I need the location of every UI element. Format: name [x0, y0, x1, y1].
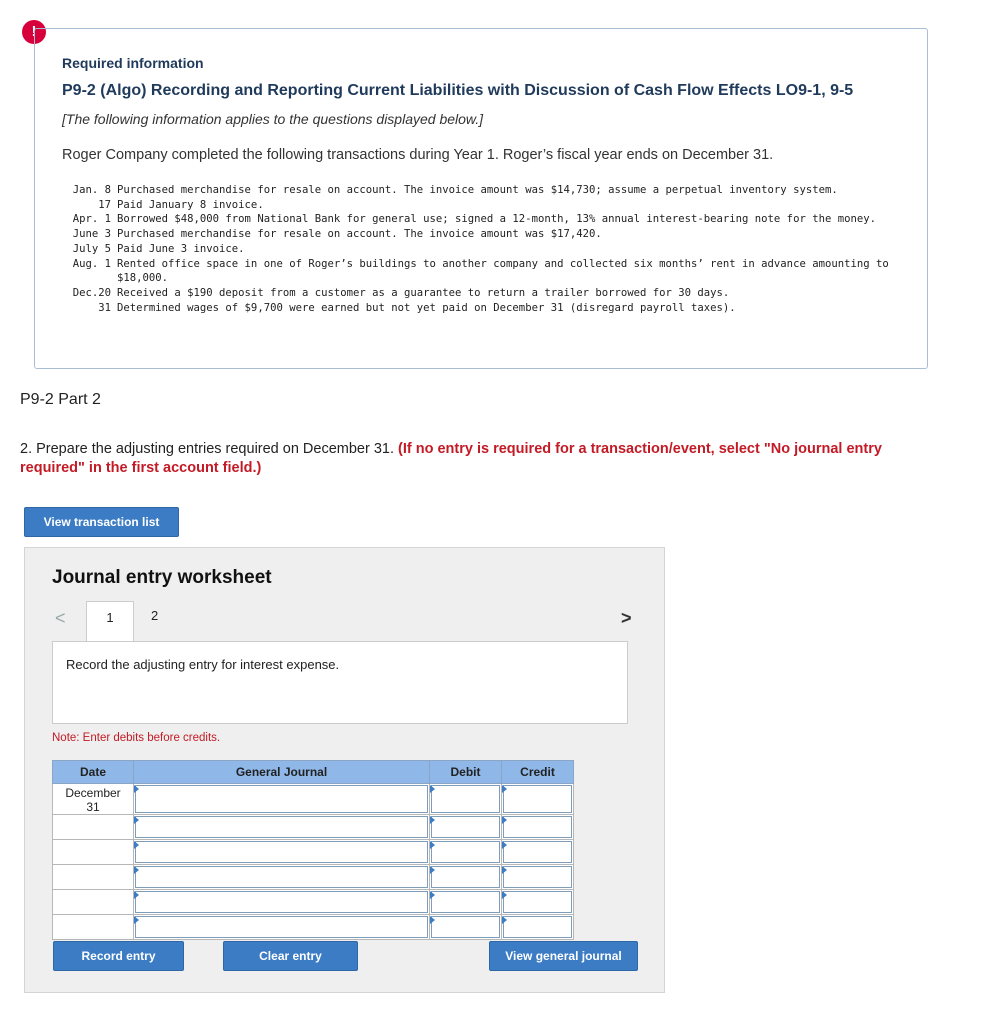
table-row — [53, 784, 574, 815]
transaction-row — [62, 257, 897, 286]
transaction-date: June 3 — [72, 228, 111, 241]
dropdown-marker-icon — [502, 841, 507, 849]
credit-input[interactable] — [503, 816, 572, 838]
dropdown-marker-icon — [134, 841, 139, 849]
transaction-date: July 5 — [72, 242, 111, 255]
credit-input[interactable] — [503, 891, 572, 913]
account-input[interactable] — [135, 891, 428, 913]
debit-cell[interactable] — [430, 865, 502, 890]
dropdown-marker-icon — [134, 866, 139, 874]
transaction-text: Paid June 3 invoice. — [117, 242, 245, 255]
credit-input[interactable] — [503, 841, 572, 863]
transaction-date: Aug. 1 — [72, 257, 111, 270]
exclamation-icon: ! — [22, 20, 46, 44]
required-info-title: Required information — [62, 55, 204, 71]
transaction-date: Apr. 1 — [72, 213, 111, 226]
account-cell[interactable] — [134, 840, 430, 865]
debit-input[interactable] — [431, 841, 500, 863]
credit-input[interactable] — [503, 785, 572, 813]
debit-input[interactable] — [431, 866, 500, 888]
transaction-date: Jan. 8 — [72, 184, 111, 196]
transaction-row — [62, 198, 897, 213]
account-input[interactable] — [135, 816, 428, 838]
debit-cell[interactable] — [430, 815, 502, 840]
transaction-date: Dec.20 — [72, 286, 111, 299]
transaction-row — [62, 286, 897, 301]
credit-cell[interactable] — [502, 865, 574, 890]
date-day: 31 — [86, 800, 100, 814]
part-title: P9-2 Part 2 — [20, 391, 101, 408]
dropdown-marker-icon — [134, 785, 139, 793]
dropdown-marker-icon — [502, 785, 507, 793]
account-cell[interactable] — [134, 865, 430, 890]
journal-entry-worksheet — [24, 547, 665, 993]
table-row — [53, 840, 574, 865]
date-cell — [53, 815, 134, 840]
debit-cell[interactable] — [430, 784, 502, 815]
tab-2[interactable]: 2 — [151, 608, 159, 623]
transaction-text: Purchased merchandise for resale on account. The invoice amount was $17,420. — [117, 228, 602, 241]
date-cell — [53, 840, 134, 865]
journal-table — [52, 760, 574, 940]
date-cell — [53, 890, 134, 915]
table-row — [53, 815, 574, 840]
question-instruction: (If no entry is required for a transaction/event, select "No journal entry required" in the first account field.) — [20, 441, 882, 476]
dropdown-marker-icon — [430, 866, 435, 874]
instruction-box — [52, 641, 628, 724]
date-header: Date — [53, 761, 134, 784]
dropdown-marker-icon — [502, 866, 507, 874]
dropdown-marker-icon — [430, 916, 435, 924]
worksheet-title: Journal entry worksheet — [52, 567, 272, 588]
credit-cell[interactable] — [502, 784, 574, 815]
dropdown-marker-icon — [430, 891, 435, 899]
applies-note: [The following information applies to the questions displayed below.] — [62, 111, 484, 127]
debit-cell[interactable] — [430, 840, 502, 865]
intro-text: Roger Company completed the following transactions during Year 1. Roger’s fiscal year ends on December 31. — [62, 147, 774, 163]
account-input[interactable] — [135, 916, 428, 938]
debit-cell[interactable] — [430, 890, 502, 915]
debit-input[interactable] — [431, 891, 500, 913]
transaction-text: Purchased merchandise for resale on account. The invoice amount was $14,730; assume a perpetual inventory system. — [117, 184, 838, 196]
account-cell[interactable] — [134, 915, 430, 940]
account-input[interactable] — [135, 785, 428, 813]
account-cell[interactable] — [134, 784, 430, 815]
debits-note: Note: Enter debits before credits. — [52, 732, 221, 744]
record-entry-button[interactable]: Record entry — [53, 941, 184, 971]
credit-input[interactable] — [503, 866, 572, 888]
dropdown-marker-icon — [502, 816, 507, 824]
required-information-panel — [34, 28, 928, 369]
date-cell — [53, 865, 134, 890]
instruction-text: Record the adjusting entry for interest expense. — [66, 657, 340, 672]
question-text — [20, 440, 920, 478]
credit-cell[interactable] — [502, 840, 574, 865]
credit-header: Credit — [502, 761, 574, 784]
table-row — [53, 890, 574, 915]
tab-1[interactable]: 1 — [86, 601, 134, 641]
view-general-journal-button[interactable]: View general journal — [489, 941, 638, 971]
debit-input[interactable] — [431, 916, 500, 938]
transaction-row — [62, 301, 897, 316]
dropdown-marker-icon — [502, 891, 507, 899]
debit-input[interactable] — [431, 816, 500, 838]
account-cell[interactable] — [134, 815, 430, 840]
problem-title: P9-2 (Algo) Recording and Reporting Current Liabilities with Discussion of Cash Flow Effects LO9-1, 9-5 — [62, 82, 854, 99]
dropdown-marker-icon — [430, 785, 435, 793]
dropdown-marker-icon — [134, 891, 139, 899]
transaction-row — [62, 227, 897, 242]
table-row — [53, 915, 574, 940]
general-journal-header: General Journal — [134, 761, 430, 784]
question-prompt: 2. Prepare the adjusting entries required on December 31. — [20, 441, 399, 457]
transaction-text: Determined wages of $9,700 were earned but not yet paid on December 31 (disregard payroll taxes). — [117, 301, 736, 314]
transaction-row — [62, 212, 897, 227]
transaction-row — [62, 242, 897, 257]
account-input[interactable] — [135, 866, 428, 888]
view-transaction-list-button[interactable]: View transaction list — [24, 507, 179, 537]
dropdown-marker-icon — [134, 816, 139, 824]
debit-cell[interactable] — [430, 915, 502, 940]
chevron-right-icon[interactable]: > — [621, 608, 632, 628]
transaction-row — [62, 183, 897, 198]
date-cell — [53, 915, 134, 940]
chevron-left-icon[interactable]: < — [55, 608, 66, 628]
clear-entry-button[interactable]: Clear entry — [223, 941, 358, 971]
credit-input[interactable] — [503, 916, 572, 938]
transaction-text: Rented office space in one of Roger’s buildings to another company and collected six months’ rent in advance amounting to $18,000. — [117, 257, 896, 285]
credit-cell[interactable] — [502, 915, 574, 940]
transaction-date: 31 — [98, 301, 111, 314]
transaction-text: Received a $190 deposit from a customer as a guarantee to return a trailer borrowed for 30 days. — [117, 286, 730, 299]
transaction-date: 17 — [98, 198, 111, 211]
transaction-text: Paid January 8 invoice. — [117, 198, 264, 211]
date-month: December — [65, 786, 121, 800]
dropdown-marker-icon — [502, 916, 507, 924]
account-cell[interactable] — [134, 890, 430, 915]
dropdown-marker-icon — [134, 916, 139, 924]
table-row — [53, 865, 574, 890]
transaction-list — [62, 183, 897, 315]
credit-cell[interactable] — [502, 815, 574, 840]
account-input[interactable] — [135, 841, 428, 863]
debit-header: Debit — [430, 761, 502, 784]
date-cell — [53, 784, 134, 815]
dropdown-marker-icon — [430, 816, 435, 824]
transaction-text: Borrowed $48,000 from National Bank for general use; signed a 12-month, 13% annual interest-bearing note for the money. — [117, 213, 876, 226]
credit-cell[interactable] — [502, 890, 574, 915]
dropdown-marker-icon — [430, 841, 435, 849]
debit-input[interactable] — [431, 785, 500, 813]
